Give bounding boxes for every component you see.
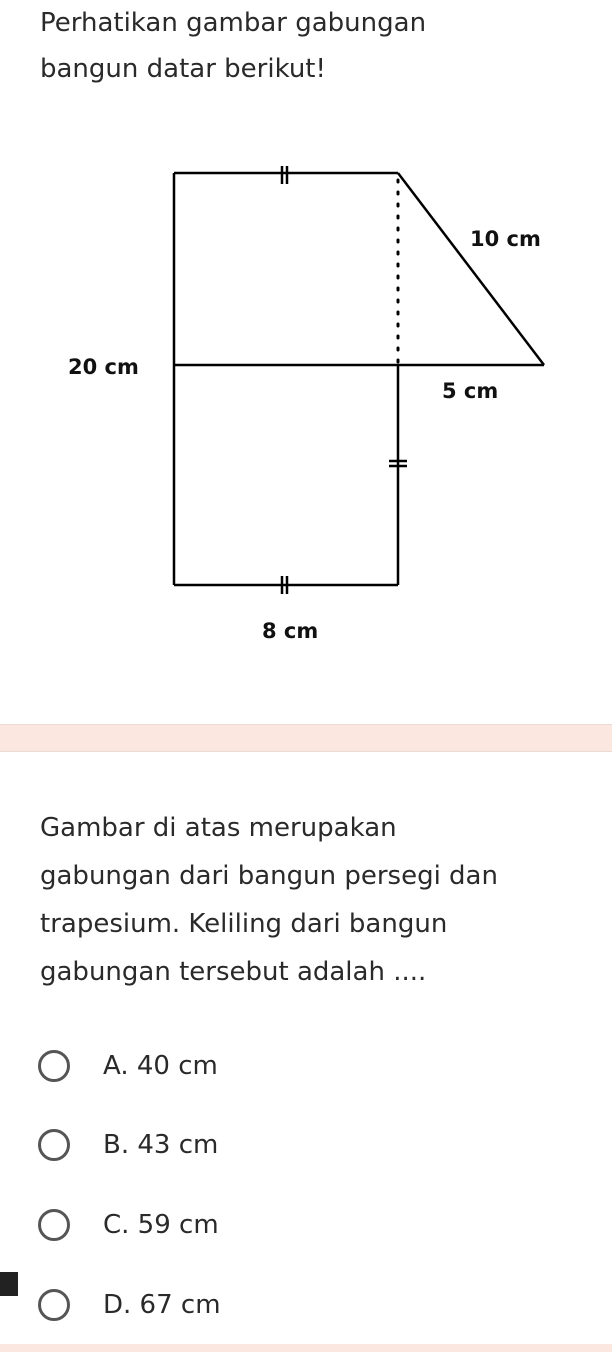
radio-circle-icon[interactable] — [38, 1050, 70, 1082]
radio-circle-icon[interactable] — [38, 1289, 70, 1321]
label-8cm: 8 cm — [262, 619, 319, 643]
option-label: D. 67 cm — [103, 1290, 221, 1320]
option-c[interactable] — [38, 1203, 438, 1247]
label-20cm: 20 cm — [68, 355, 139, 379]
side-marker — [0, 1272, 18, 1296]
option-label: C. 59 cm — [103, 1210, 219, 1240]
question-intro: Perhatikan gambar gabungan bangun datar berikut! — [40, 8, 427, 84]
option-a[interactable] — [38, 1044, 438, 1088]
option-b[interactable] — [38, 1123, 438, 1167]
label-5cm: 5 cm — [442, 379, 499, 403]
radio-circle-icon[interactable] — [38, 1129, 70, 1161]
slanted-side-line — [398, 173, 544, 365]
option-label: B. 43 cm — [103, 1130, 219, 1160]
composite-shape-figure — [0, 140, 612, 680]
question-text: Gambar di atas merupakan gabungan dari bangun persegi dan trapesium. Keliling dari bangun gabungan tersebut adalah .... — [40, 813, 498, 987]
radio-circle-icon[interactable] — [38, 1209, 70, 1241]
bottom-divider — [0, 1344, 612, 1352]
option-d[interactable] — [38, 1283, 438, 1327]
top-equal-tick-icon — [282, 166, 287, 184]
section-divider — [0, 724, 612, 752]
label-10cm: 10 cm — [470, 227, 541, 251]
composite-shape-diagram — [0, 140, 612, 680]
option-label: A. 40 cm — [103, 1051, 218, 1081]
